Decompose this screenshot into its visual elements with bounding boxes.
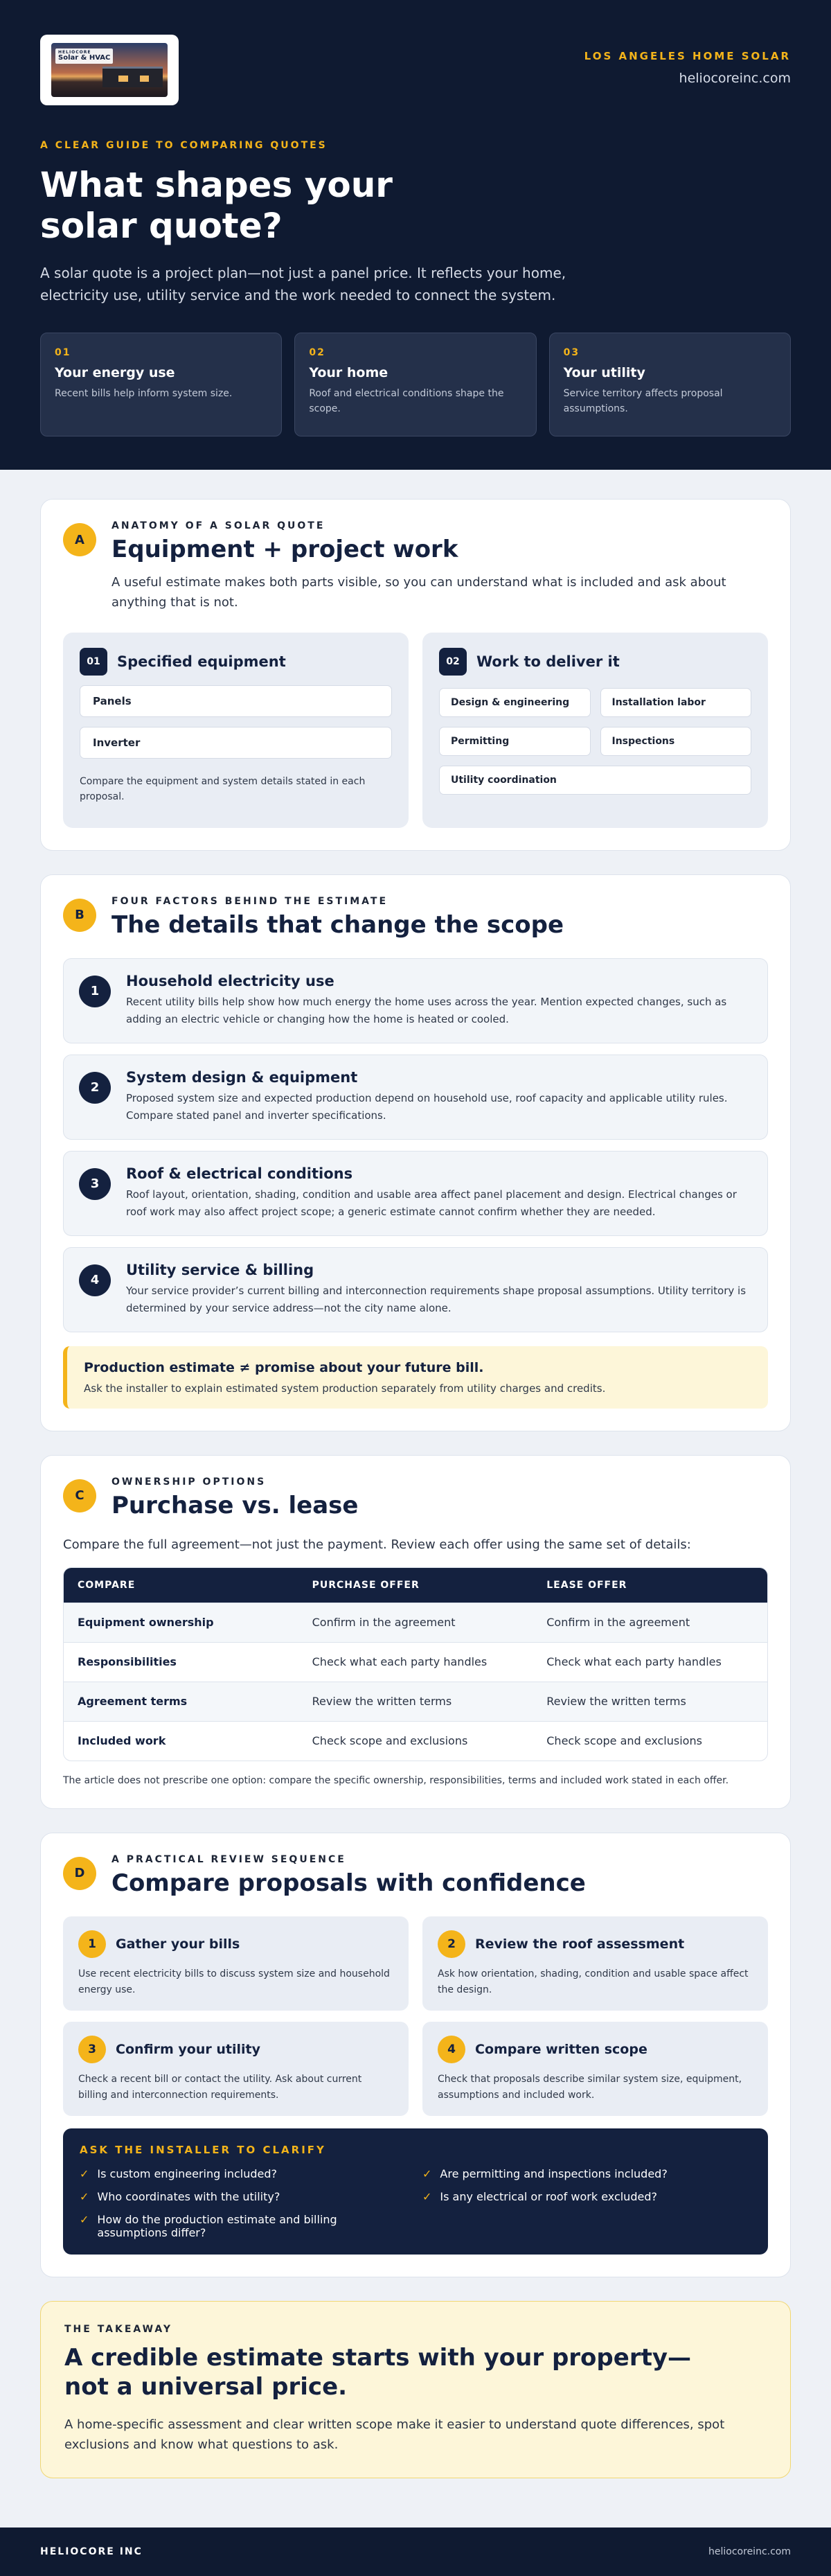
takeaway-box	[40, 2301, 791, 2478]
section-review	[40, 1833, 791, 2277]
review-steps	[63, 1916, 768, 2116]
step-text: Check a recent bill or contact the utility. Ask about current billing and interconnection requirements.	[78, 2073, 362, 2101]
review-step	[422, 1916, 768, 2011]
hero-kicker: A CLEAR GUIDE TO COMPARING QUOTES	[40, 140, 328, 151]
table-cell: Confirm in the agreement	[312, 1616, 456, 1630]
table-cell: Review the written terms	[312, 1695, 452, 1709]
logo-image	[51, 43, 168, 97]
region-label: LOS ANGELES HOME SOLAR	[584, 50, 791, 62]
column-header: PURCHASE OFFER	[312, 1579, 420, 1591]
ask-item	[422, 2190, 751, 2203]
ask-list	[80, 2167, 751, 2239]
step-number: 2	[438, 1930, 465, 1958]
anatomy-panels	[63, 633, 768, 828]
factor-text: Your service provider’s current billing and interconnection requirements shape proposal assumptions. Utility territory is determined by your service address—not the city name alone.	[126, 1284, 747, 1315]
ask-installer-box	[63, 2128, 768, 2255]
section-badge: A	[63, 523, 96, 556]
table-cell: Check scope and exclusions	[312, 1734, 468, 1748]
callout-title: Production estimate ≠ promise about your future bill.	[84, 1359, 484, 1375]
factor-title: Roof & electrical conditions	[126, 1165, 353, 1182]
check-icon: ✓	[422, 2189, 432, 2203]
company-logo[interactable]	[40, 35, 179, 105]
hero-card-text: Roof and electrical conditions shape the scope.	[309, 388, 504, 415]
factor-title: Utility service & billing	[126, 1261, 314, 1278]
review-step	[63, 2022, 409, 2116]
ask-item	[80, 2213, 409, 2239]
table-header	[64, 1568, 767, 1603]
ask-item-text: Is any electrical or roof work excluded?	[440, 2189, 657, 2203]
equipment-chip-inverter: Inverter	[80, 727, 392, 759]
section-ownership	[40, 1455, 791, 1809]
step-title: Review the roof assessment	[475, 1936, 685, 1952]
equipment-panel	[63, 633, 409, 828]
ask-item-text: Is custom engineering included?	[97, 2167, 277, 2180]
table-cell: Equipment ownership	[78, 1616, 214, 1630]
factor-number: 4	[79, 1264, 111, 1296]
hero-card-energy	[40, 333, 282, 436]
section-anatomy	[40, 499, 791, 851]
table-cell: Responsibilities	[78, 1655, 177, 1669]
factor-text: Proposed system size and expected production depend on household use, roof capacity and applicable utility rules. Compare stated panel and inverter specifications.	[126, 1091, 728, 1122]
hero-card-number: 03	[563, 347, 580, 358]
factor-title: System design & equipment	[126, 1068, 358, 1086]
check-icon: ✓	[80, 2212, 89, 2226]
factor-number: 2	[79, 1072, 111, 1104]
table-cell: Check what each party handles	[546, 1655, 722, 1669]
ask-item-text: Are permitting and inspections included?	[440, 2167, 668, 2180]
factor-item	[63, 1151, 768, 1236]
step-title: Gather your bills	[116, 1936, 240, 1952]
panel-title: Specified equipment	[117, 653, 286, 670]
hero-lead: A solar quote is a project plan—not just a panel price. It reflects your home, electricity use, utility service and the work needed to connect the system.	[40, 265, 566, 303]
review-step	[63, 1916, 409, 2011]
section-kicker: OWNERSHIP OPTIONS	[111, 1476, 267, 1488]
work-chip-inspections: Inspections	[600, 727, 752, 756]
section-lead: Compare the full agreement—not just the payment. Review each offer using the same set of details:	[63, 1537, 691, 1552]
hero-cards	[40, 333, 791, 436]
factor-list	[63, 958, 768, 1332]
ask-item	[422, 2167, 751, 2180]
factor-text: Roof layout, orientation, shading, condition and usable area affect panel placement and design. Electrical changes or roof work may also affect project scope; a generic estimate cannot confirm whether they are needed.	[126, 1188, 737, 1219]
factor-title: Household electricity use	[126, 972, 334, 989]
table-cell: Included work	[78, 1734, 166, 1748]
table-cell: Check what each party handles	[312, 1655, 488, 1669]
section-title: Compare proposals with confidence	[111, 1869, 586, 1897]
review-step	[422, 2022, 768, 2116]
factor-number: 3	[79, 1168, 111, 1200]
check-icon: ✓	[422, 2167, 432, 2180]
equipment-note: Compare the equipment and system details stated in each proposal.	[80, 775, 366, 802]
table-note: The article does not prescribe one option: compare the specific ownership, responsibilities, terms and included work stated in each offer.	[63, 1774, 729, 1786]
table-row	[64, 1603, 767, 1642]
factor-item	[63, 1247, 768, 1332]
step-number: 1	[78, 1930, 106, 1958]
section-header	[63, 1476, 768, 1519]
section-badge: C	[63, 1479, 96, 1512]
step-title: Confirm your utility	[116, 2041, 260, 2057]
hero-card-title: Your utility	[563, 365, 645, 380]
check-icon: ✓	[80, 2167, 89, 2180]
section-title: Equipment + project work	[111, 536, 458, 563]
main-content	[0, 470, 831, 2528]
work-chip-utility: Utility coordination	[439, 766, 751, 795]
logo-wordmark	[55, 48, 113, 64]
step-number: 4	[438, 2036, 465, 2063]
section-factors	[40, 874, 791, 1431]
section-badge: D	[63, 1857, 96, 1890]
section-header	[63, 1854, 768, 1897]
section-header	[63, 520, 768, 613]
takeaway-text: A home-specific assessment and clear written scope make it easier to understand quote differences, spot exclusions and know what questions to ask.	[64, 2417, 725, 2453]
equipment-chip-panels: Panels	[80, 685, 392, 717]
footer-brand: HELIOCORE INC	[40, 2546, 143, 2557]
ask-item-text: Who coordinates with the utility?	[97, 2189, 280, 2203]
section-title: Purchase vs. lease	[111, 1491, 359, 1519]
factor-text: Recent utility bills help show how much energy the home uses across the year. Mention expected changes, such as adding an electric vehicle or changing how the home is heated or cooled.	[126, 995, 727, 1026]
page-title: What shapes your solar quote?	[40, 165, 393, 246]
table-cell: Check scope and exclusions	[546, 1734, 702, 1748]
table-cell: Confirm in the agreement	[546, 1616, 690, 1630]
hero-header	[0, 0, 831, 470]
column-header: LEASE OFFER	[546, 1579, 627, 1591]
site-link[interactable]: heliocoreinc.com	[679, 71, 791, 86]
work-panel	[422, 633, 768, 828]
hero-card-title: Your energy use	[55, 365, 175, 380]
hero-card-title: Your home	[309, 365, 388, 380]
logo-small-text: HELIOCORE	[58, 50, 91, 55]
table-cell: Review the written terms	[546, 1695, 686, 1709]
hero-card-number: 01	[55, 347, 71, 358]
takeaway-kicker: THE TAKEAWAY	[64, 2323, 173, 2335]
hero-card-number: 02	[309, 347, 325, 358]
ask-title: ASK THE INSTALLER TO CLARIFY	[80, 2143, 326, 2156]
step-text: Ask how orientation, shading, condition and usable space affect the design.	[438, 1968, 749, 1996]
section-kicker: ANATOMY OF A SOLAR QUOTE	[111, 520, 325, 531]
ask-item-text: How do the production estimate and billing assumptions differ?	[97, 2212, 337, 2239]
hero-card-text: Service territory affects proposal assumptions.	[563, 388, 723, 415]
work-chip-permitting: Permitting	[439, 727, 591, 756]
column-header: COMPARE	[78, 1579, 136, 1591]
table-row	[64, 1642, 767, 1682]
table-row	[64, 1682, 767, 1721]
panel-number: 02	[439, 648, 467, 676]
section-lead: A useful estimate makes both parts visible, so you can understand what is included and ask about anything that is not.	[111, 575, 726, 610]
check-icon: ✓	[80, 2189, 89, 2203]
footer-site-link[interactable]: heliocoreinc.com	[708, 2546, 791, 2557]
section-kicker: A PRACTICAL REVIEW SEQUENCE	[111, 1853, 346, 1865]
section-kicker: FOUR FACTORS BEHIND THE ESTIMATE	[111, 895, 388, 907]
panel-number: 01	[80, 648, 107, 676]
comparison-table	[63, 1567, 768, 1761]
step-title: Compare written scope	[475, 2041, 647, 2057]
production-callout	[63, 1346, 768, 1409]
step-text: Check that proposals describe similar system size, equipment, assumptions and included work.	[438, 2073, 742, 2101]
logo-large-text: Solar & HVAC	[58, 54, 111, 62]
factor-number: 1	[79, 976, 111, 1007]
hero-card-utility	[549, 333, 791, 436]
step-text: Use recent electricity bills to discuss system size and household energy use.	[78, 1968, 390, 1996]
factor-item	[63, 1055, 768, 1140]
factor-item	[63, 958, 768, 1043]
section-title: The details that change the scope	[111, 910, 564, 939]
takeaway-title: A credible estimate starts with your property—not a universal price.	[64, 2343, 692, 2401]
hero-card-home	[294, 333, 536, 436]
work-chip-installation: Installation labor	[600, 688, 752, 717]
table-row	[64, 1721, 767, 1761]
hero-region-block	[584, 50, 791, 86]
section-header	[63, 896, 768, 939]
panel-title: Work to deliver it	[476, 653, 620, 670]
footer	[0, 2528, 831, 2576]
section-badge: B	[63, 899, 96, 932]
step-number: 3	[78, 2036, 106, 2063]
ask-item	[80, 2167, 409, 2180]
ask-item	[80, 2190, 409, 2203]
callout-text: Ask the installer to explain estimated system production separately from utility charges and credits.	[84, 1382, 606, 1395]
hero-card-text: Recent bills help inform system size.	[55, 388, 233, 399]
table-cell: Agreement terms	[78, 1695, 188, 1709]
work-chip-design: Design & engineering	[439, 688, 591, 717]
